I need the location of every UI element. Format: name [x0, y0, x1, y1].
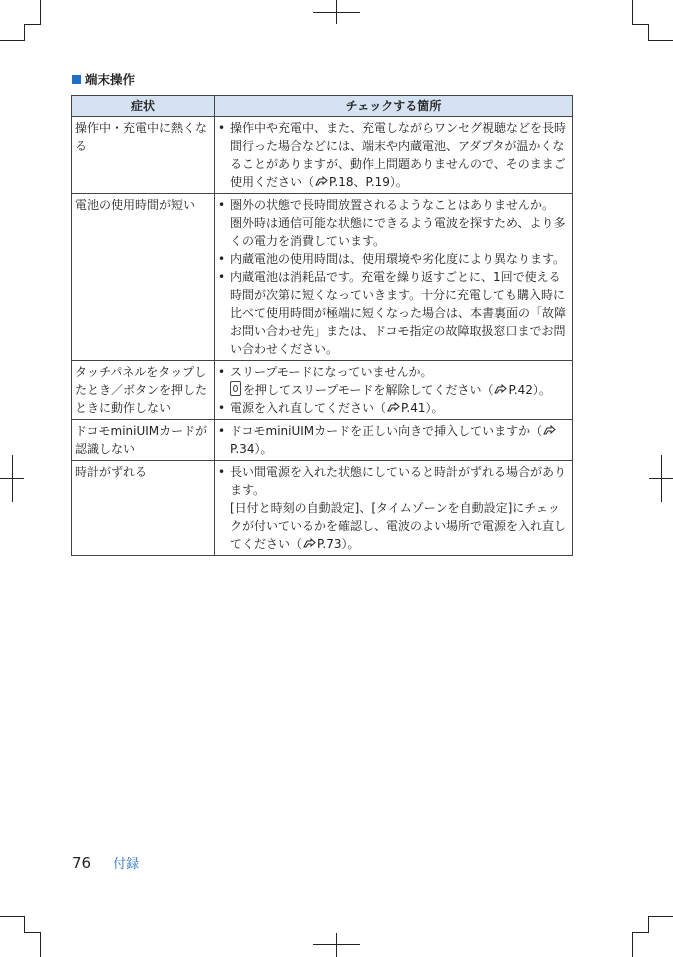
- symptom-cell: 電池の使用時間が短い: [72, 194, 215, 361]
- check-cell: [215, 420, 573, 461]
- crop-mark: [12, 455, 13, 502]
- crop-mark: [632, 0, 633, 24]
- crop-mark: [0, 40, 24, 41]
- crop-mark: [648, 916, 649, 933]
- symptom-cell: ドコモminiUIMカードが認識しない: [72, 420, 215, 461]
- list-item: • 内蔵電池は消耗品です。充電を繰り返すごとに、1回で使える時間が次第に短くなっていきます。十分に充電しても購入時に比べて使用時間が極端に短くなった場合は、本書裏面の「故障お問い合わせ先」または、ドコモ指定の故障取扱窓口までお問い合わせください。: [218, 268, 569, 358]
- table-row: [72, 117, 573, 194]
- crop-mark: [336, 933, 337, 957]
- page-reference[interactable]: P.41: [401, 401, 426, 415]
- page-reference-icon: [302, 537, 316, 549]
- crop-mark: [632, 932, 649, 933]
- symptom-cell: タッチパネルをタップしたとき／ボタンを押したときに動作しない: [72, 361, 215, 420]
- check-cell: [215, 461, 573, 556]
- crop-mark: [649, 916, 673, 917]
- crop-mark: [661, 455, 662, 502]
- page-reference[interactable]: P.34: [230, 442, 255, 456]
- page-reference[interactable]: P.42: [508, 383, 533, 397]
- page-reference-icon: [386, 401, 400, 413]
- check-cell: [215, 194, 573, 361]
- page-reference[interactable]: P.73: [317, 537, 342, 551]
- page-reference-icon: [314, 175, 328, 187]
- troubleshooting-table: [71, 95, 573, 556]
- crop-mark: [24, 932, 41, 933]
- crop-mark: [648, 24, 649, 41]
- square-bullet-icon: [72, 75, 81, 84]
- table-row: [72, 461, 573, 556]
- crop-mark: [24, 24, 25, 41]
- list-item: • 操作中や充電中、また、充電しながらワンセグ視聴などを長時間行った場合などには、端末や内蔵電池、アダプタが温かくなることがありますが、動作上問題ありませんので、そのままご使用ください（ P.18、P.19）。: [218, 119, 569, 191]
- footer-section: 付録: [113, 857, 140, 872]
- crop-mark: [336, 0, 337, 24]
- power-key-icon: [230, 381, 241, 396]
- page-reference[interactable]: P.18、P.19: [329, 175, 390, 189]
- crop-mark: [632, 933, 633, 957]
- page-footer: [72, 853, 139, 872]
- table-row: [72, 420, 573, 461]
- list-item: • スリープモードになっていませんか。 を押してスリープモードを解除してください（ P.42）。: [218, 363, 569, 399]
- crop-mark: [632, 24, 649, 25]
- crop-mark: [40, 0, 41, 24]
- header-check: チェックする箇所: [215, 96, 573, 117]
- page-number: 76: [72, 854, 92, 872]
- check-cell: [215, 361, 573, 420]
- crop-mark: [24, 24, 41, 25]
- list-item: • 内蔵電池の使用時間は、使用環境や劣化度により異なります。: [218, 250, 569, 268]
- table-header-row: [72, 96, 573, 117]
- check-cell: [215, 117, 573, 194]
- section-title: [72, 70, 135, 88]
- list-item: • 長い間電源を入れた状態にしていると時計がずれる場合があります。 [日付と時刻の自動設定]、[タイムゾーンを自動設定]にチェックが付いているかを確認し、電波のよい場所で電源を入れ直してください（ P.73）。: [218, 463, 569, 553]
- table-row: [72, 194, 573, 361]
- symptom-cell: 時計がずれる: [72, 461, 215, 556]
- header-symptom: 症状: [72, 96, 215, 117]
- symptom-cell: 操作中・充電中に熱くなる: [72, 117, 215, 194]
- list-item: • 電源を入れ直してください（ P.41）。: [218, 399, 569, 417]
- list-item: • 圏外の状態で長時間放置されるようなことはありませんか。 圏外時は通信可能な状態にできるよう電波を探すため、より多くの電力を消費しています。: [218, 196, 569, 250]
- crop-mark: [40, 933, 41, 957]
- crop-mark: [24, 916, 25, 933]
- list-item: • ドコモminiUIMカードを正しい向きで挿入していますか（P.34）。: [218, 422, 569, 458]
- section-title-text: 端末操作: [85, 72, 136, 87]
- page-reference-icon: [493, 383, 507, 395]
- crop-mark: [0, 916, 24, 917]
- table-row: [72, 361, 573, 420]
- crop-mark: [649, 40, 673, 41]
- page-reference-icon: [542, 424, 556, 436]
